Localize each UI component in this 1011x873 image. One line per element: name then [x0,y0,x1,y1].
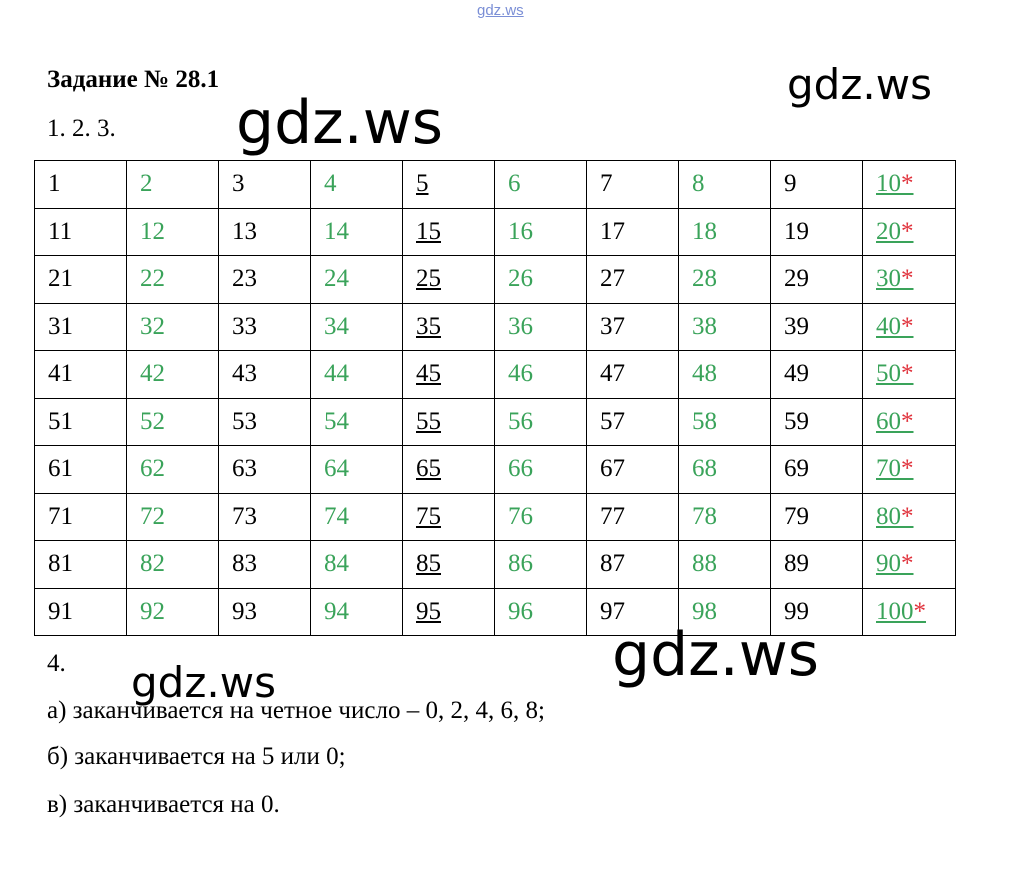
grid-number: 13 [232,217,257,245]
grid-cell [495,256,587,304]
grid-number: 56 [508,407,533,435]
grid-cell [311,161,403,209]
grid-cell [127,161,219,209]
grid-number: 58 [692,407,717,435]
grid-cell [311,446,403,494]
grid-number: 61 [48,455,73,483]
grid-number: 40 [876,312,901,340]
grid-cell [311,588,403,636]
grid-cell [311,351,403,399]
top-watermark: gdz.ws [477,2,524,19]
grid-cell [863,588,956,636]
grid-cell [771,493,863,541]
grid-cell [127,303,219,351]
grid-cell [403,256,495,304]
grid-number: 86 [508,550,533,578]
grid-cell [311,208,403,256]
grid-number: 72 [140,502,165,530]
grid-cell [863,541,956,589]
page-title: Задание № 28.1 [47,66,220,93]
grid-number: 12 [140,217,165,245]
grid-number: 94 [324,597,349,625]
grid-row [35,398,956,446]
grid-number: 54 [324,407,349,435]
grid-cell [587,303,679,351]
grid-cell [219,541,311,589]
grid-number: 15 [416,217,441,245]
grid-number: 36 [508,312,533,340]
grid-number: 91 [48,597,73,625]
grid-number: 96 [508,597,533,625]
grid-cell [863,208,956,256]
grid-number: 60 [876,407,901,435]
grid-cell [587,161,679,209]
grid-number: 25 [416,265,441,293]
grid-cell [127,398,219,446]
grid-number: 78 [692,502,717,530]
grid-cell [587,398,679,446]
grid-cell [679,303,771,351]
grid-cell [679,256,771,304]
grid-number: 34 [324,312,349,340]
grid-cell [219,588,311,636]
grid-cell [35,208,127,256]
grid-number: 50 [876,360,901,388]
grid-number: 79 [784,502,809,530]
grid-number: 47 [600,360,625,388]
grid-cell [771,541,863,589]
grid-number: 38 [692,312,717,340]
grid-cell [403,541,495,589]
grid-number: 74 [324,502,349,530]
grid-number: 68 [692,455,717,483]
grid-cell [311,256,403,304]
grid-number: 42 [140,360,165,388]
grid-number: 53 [232,407,257,435]
grid-cell [771,446,863,494]
grid-number: 80 [876,502,901,530]
star-mark: * [901,455,914,483]
grid-number: 85 [416,550,441,578]
grid-cell [587,446,679,494]
grid-cell [587,256,679,304]
grid-cell [863,256,956,304]
grid-cell [863,303,956,351]
grid-number: 24 [324,265,349,293]
grid-cell [495,446,587,494]
grid-number: 18 [692,217,717,245]
grid-cell [35,446,127,494]
grid-number: 92 [140,597,165,625]
grid-number: 32 [140,312,165,340]
grid-number: 67 [600,455,625,483]
grid-cell [403,161,495,209]
grid-cell [403,493,495,541]
grid-number: 16 [508,217,533,245]
grid-cell [127,493,219,541]
grid-cell [771,398,863,446]
grid-number: 77 [600,502,625,530]
watermark: gdz.ws [131,658,276,707]
grid-number: 17 [600,217,625,245]
grid-cell [35,398,127,446]
grid-row [35,208,956,256]
grid-cell [863,446,956,494]
grid-cell [587,541,679,589]
grid-number: 28 [692,265,717,293]
grid-number: 27 [600,265,625,293]
grid-number: 10 [876,170,901,198]
grid-cell [403,588,495,636]
grid-number: 23 [232,265,257,293]
grid-cell [403,208,495,256]
star-mark: * [913,597,926,625]
grid-number: 59 [784,407,809,435]
grid-number: 88 [692,550,717,578]
answer-a: а) заканчивается на четное число – 0, 2, 4, 6, 8; [47,697,545,724]
grid-cell [495,493,587,541]
grid-cell [127,541,219,589]
grid-cell [495,588,587,636]
grid-number: 29 [784,265,809,293]
grid-number: 82 [140,550,165,578]
watermark: gdz.ws [236,88,444,158]
grid-cell [35,256,127,304]
grid-number: 41 [48,360,73,388]
grid-cell [771,256,863,304]
grid-number: 55 [416,407,441,435]
grid-number: 19 [784,217,809,245]
grid-number: 62 [140,455,165,483]
grid-cell [311,303,403,351]
grid-cell [127,446,219,494]
grid-cell [679,351,771,399]
grid-cell [679,446,771,494]
grid-cell [403,351,495,399]
grid-number: 81 [48,550,73,578]
grid-cell [219,256,311,304]
grid-number: 43 [232,360,257,388]
grid-cell [127,351,219,399]
grid-number: 51 [48,407,73,435]
grid-number: 71 [48,502,73,530]
grid-number: 1 [48,170,61,198]
grid-number: 21 [48,265,73,293]
grid-cell [219,398,311,446]
grid-number: 97 [600,597,625,625]
grid-number: 49 [784,360,809,388]
grid-row [35,351,956,399]
grid-row [35,161,956,209]
grid-cell [771,351,863,399]
grid-number: 83 [232,550,257,578]
watermark: gdz.ws [787,60,932,109]
grid-number: 65 [416,455,441,483]
grid-number: 89 [784,550,809,578]
grid-cell [219,493,311,541]
grid-number: 9 [784,170,797,198]
grid-number: 70 [876,455,901,483]
grid-number: 75 [416,502,441,530]
grid-row [35,303,956,351]
grid-cell [587,208,679,256]
number-grid [34,160,956,636]
grid-row [35,541,956,589]
grid-number: 95 [416,597,441,625]
grid-cell [863,398,956,446]
grid-cell [311,541,403,589]
grid-number: 87 [600,550,625,578]
grid-cell [679,161,771,209]
grid-cell [219,303,311,351]
grid-number: 57 [600,407,625,435]
grid-row [35,256,956,304]
grid-number: 69 [784,455,809,483]
grid-number: 100 [876,597,914,625]
watermark: gdz.ws [612,620,820,690]
grid-cell [219,351,311,399]
grid-cell [403,398,495,446]
grid-cell [771,161,863,209]
grid-cell [495,398,587,446]
grid-cell [311,398,403,446]
grid-cell [679,493,771,541]
grid-number: 64 [324,455,349,483]
grid-cell [35,303,127,351]
grid-cell [35,588,127,636]
grid-number: 99 [784,597,809,625]
grid-number: 37 [600,312,625,340]
grid-number: 73 [232,502,257,530]
grid-number: 33 [232,312,257,340]
star-mark: * [901,170,914,198]
grid-cell [127,208,219,256]
grid-number: 31 [48,312,73,340]
grid-number: 66 [508,455,533,483]
grid-cell [495,541,587,589]
grid-cell [587,493,679,541]
answer-c: в) заканчивается на 0. [47,791,280,818]
grid-number: 46 [508,360,533,388]
answer-b: б) заканчивается на 5 или 0; [47,743,346,770]
grid-number: 44 [324,360,349,388]
grid-row [35,446,956,494]
grid-number: 22 [140,265,165,293]
star-mark: * [901,550,914,578]
grid-row [35,493,956,541]
grid-number: 20 [876,217,901,245]
grid-cell [679,208,771,256]
grid-cell [35,161,127,209]
grid-number: 76 [508,502,533,530]
grid-cell [771,208,863,256]
grid-cell [679,398,771,446]
grid-number: 4 [324,170,337,198]
grid-number: 84 [324,550,349,578]
grid-cell [127,588,219,636]
grid-number: 5 [416,170,429,198]
grid-cell [219,208,311,256]
grid-number: 93 [232,597,257,625]
grid-number: 90 [876,550,901,578]
part4-label: 4. [47,650,66,677]
star-mark: * [901,360,914,388]
grid-cell [495,208,587,256]
grid-number: 30 [876,265,901,293]
grid-number: 11 [48,217,73,245]
grid-cell [495,161,587,209]
grid-number: 14 [324,217,349,245]
grid-number: 2 [140,170,153,198]
star-mark: * [901,407,914,435]
grid-cell [35,351,127,399]
grid-cell [35,541,127,589]
grid-cell [863,493,956,541]
grid-cell [863,161,956,209]
grid-cell [771,303,863,351]
grid-cell [403,446,495,494]
grid-cell [403,303,495,351]
grid-number: 48 [692,360,717,388]
grid-cell [127,256,219,304]
grid-cell [311,493,403,541]
grid-number: 63 [232,455,257,483]
star-mark: * [901,502,914,530]
grid-cell [495,351,587,399]
grid-number: 45 [416,360,441,388]
grid-number: 98 [692,597,717,625]
grid-number: 7 [600,170,613,198]
grid-number: 3 [232,170,245,198]
grid-cell [219,161,311,209]
star-mark: * [901,312,914,340]
star-mark: * [901,217,914,245]
grid-number: 6 [508,170,521,198]
grid-cell [495,303,587,351]
grid-cell [35,493,127,541]
task-parts-label: 1. 2. 3. [47,115,116,142]
grid-cell [587,351,679,399]
grid-number: 26 [508,265,533,293]
grid-cell [219,446,311,494]
grid-number: 52 [140,407,165,435]
grid-number: 8 [692,170,705,198]
grid-cell [863,351,956,399]
grid-number: 35 [416,312,441,340]
star-mark: * [901,265,914,293]
grid-cell [679,541,771,589]
grid-number: 39 [784,312,809,340]
